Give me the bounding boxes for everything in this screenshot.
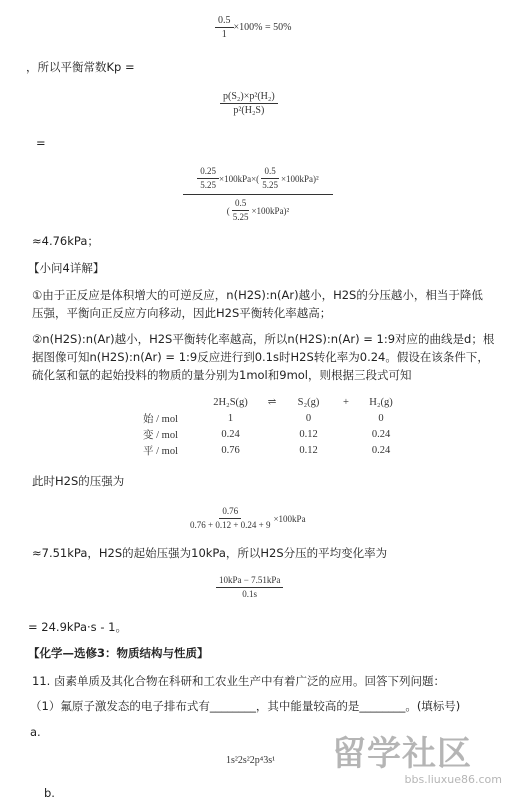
ice-row-initial: 始 / mol 1 0 0 — [143, 412, 384, 425]
h2s-pressure-result: ≈7.51kPa，H2S的起始压强为10kPa，所以H2S分压的平均变化率为 — [32, 546, 388, 560]
watermark — [332, 735, 502, 786]
question-11-part-1: （1）氟原子激发态的电子排布式有________，其中能量较高的是________。(填标号) — [30, 699, 461, 713]
question-11: 11. 卤素单质及其化合物在科研和工农业生产中有着广泛的应用。回答下列问题： — [32, 674, 445, 688]
option-a-config: 1s²2s²2p⁴3s¹ — [226, 755, 276, 766]
ice-table — [143, 394, 406, 458]
ice-row-equilibrium: 平 / mol 0.76 0.12 0.24 — [143, 444, 391, 457]
pressure-formula: $\frac{0.76}{0.76 + 0.12 + 0.24 + 9}$ ×100kPa — [190, 506, 306, 530]
section-heading-4: 【小问4详解】 — [28, 261, 105, 275]
para-2-line-1: ②n(H2S):n(Ar)越小，H2S平衡转化率越高，所以n(H2S):n(Ar) = 1:9对应的曲线是d；根 — [32, 332, 495, 346]
watermark-logo-text: 留学社区 — [332, 734, 472, 774]
ice-row-change: 变 / mol 0.24 0.12 0.24 — [143, 428, 391, 441]
option-b-label: b. — [44, 786, 55, 800]
equals-sign: = — [36, 136, 46, 150]
rate-result: = 24.9kPa·s - 1。 — [28, 620, 127, 634]
para-2-line-2: 据图像可知n(H2S):n(Ar) = 1:9反应进行到0.1s时H2S转化率为0.24。假设在该条件下， — [32, 350, 489, 364]
para-1-line-2: 压强，平衡向正反应方向移动，因此H2S平衡转化率越高； — [32, 306, 332, 320]
pressure-intro: 此时H2S的压强为 — [32, 474, 125, 488]
percent-formula: $\frac{0.5}{1}$ ×100% = 50% — [215, 14, 291, 41]
para-1-line-1: ①由于正反应是体积增大的可逆反应，n(H2S):n(Ar)越小，H2S的分压越小，相当于降低 — [32, 288, 483, 302]
watermark-url: bbs.liuxue86.com — [404, 773, 502, 786]
para-2-line-3: 硫化氢和氩的起始投料的物质的量分别为1mol和9mol，则根据三段式可知 — [32, 368, 412, 382]
section-heading-chem: 【化学—选修3：物质结构与性质】 — [28, 646, 209, 660]
rate-formula: $\frac{\text{10kPa − 7.51kPa}}{0.1s}$ — [216, 574, 283, 601]
ice-header-row: 2H₂S(g) ⇌ S₂(g) + H₂(g) — [213, 396, 393, 408]
kp-result: ≈4.76kPa； — [32, 234, 99, 248]
kp-formula: $\frac{\text{p(S₂)×p²(H₂)}}{\text{p²(H₂S)}}$ — [220, 90, 278, 117]
kp-intro: ，所以平衡常数Kp = — [26, 60, 135, 74]
kp-calculation: $\frac{0.25}{5.25}$ ×100kPa×( $\frac{0.5}{5.25}$ ×100kPa)² ( $\frac{0.5}{5.25}$ ×100kPa)² — [183, 165, 333, 224]
option-a-label: a. — [30, 725, 41, 739]
